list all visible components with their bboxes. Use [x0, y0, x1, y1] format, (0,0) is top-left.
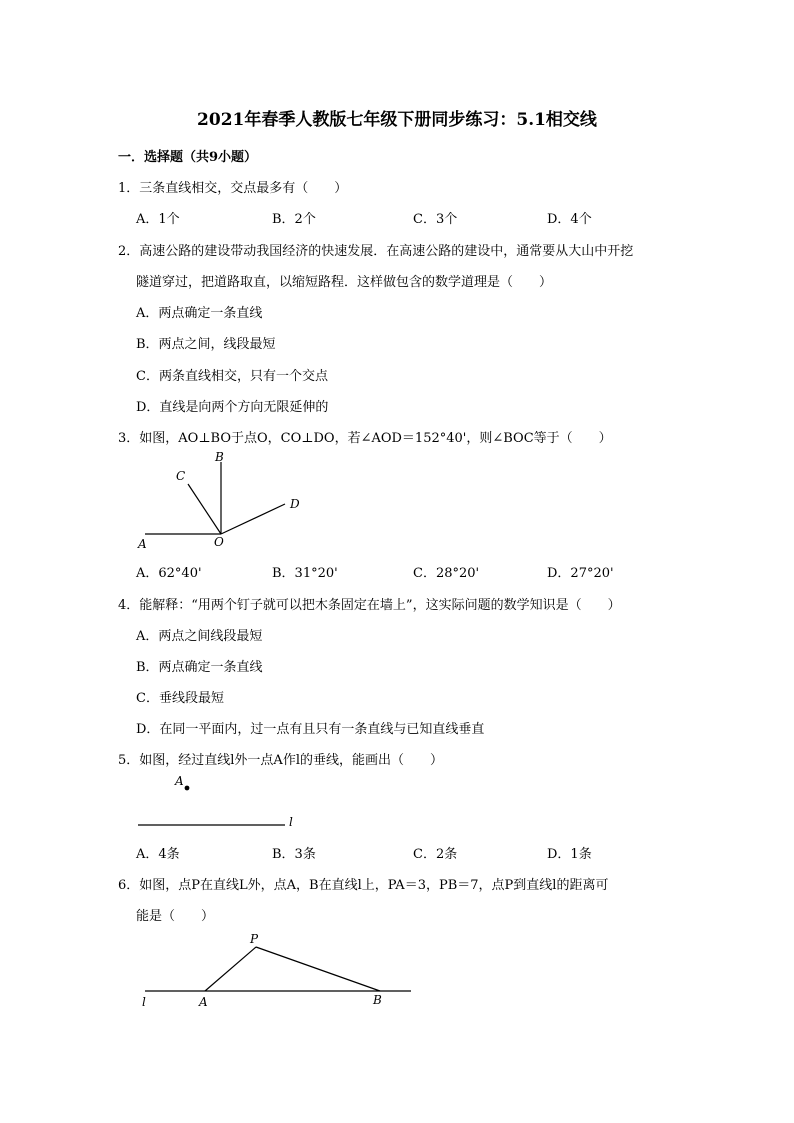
- question-2-stem-line-1: 2．高速公路的建设带动我国经济的快速发展．在高速公路的建设中，通常要从大山中开挖: [118, 244, 634, 259]
- q3-option-d: D．27°20': [547, 566, 614, 581]
- label-l: l: [289, 815, 293, 829]
- q5-option-c: C．2条: [413, 847, 458, 862]
- q3-option-a: A．62°40': [136, 566, 202, 581]
- question-3-stem: 3．如图，AO⊥BO于点O，CO⊥DO，若∠AOD＝152°40'，则∠BOC等于（ ）: [118, 431, 612, 446]
- question-4-stem: 4．能解释：“用两个钉子就可以把木条固定在墙上”，这实际问题的数学知识是（ ）: [118, 598, 621, 613]
- q3-angle-figure: [130, 448, 330, 558]
- question-5-stem: 5．如图，经过直线l外一点A作l的垂线，能画出（ ）: [118, 753, 443, 768]
- label-o: O: [214, 535, 224, 549]
- point-a: [185, 786, 190, 791]
- segment-pb: [256, 947, 380, 991]
- q2-option-b: B．两点之间，线段最短: [136, 337, 276, 352]
- q5-option-a: A．4条: [136, 847, 180, 862]
- q2-option-c: C．两条直线相交，只有一个交点: [136, 369, 328, 384]
- q5-option-d: D．1条: [547, 847, 592, 862]
- label-c: C: [176, 469, 186, 483]
- q6-triangle-figure: [135, 928, 425, 1018]
- section-heading: 一．选择题（共9小题）: [118, 150, 258, 165]
- label-a: A: [175, 774, 184, 788]
- label-b: B: [215, 450, 224, 464]
- label-a: A: [138, 537, 147, 551]
- q1-option-d: D．4个: [547, 212, 592, 227]
- q3-option-b: B．31°20': [272, 566, 338, 581]
- q4-option-c: C．垂线段最短: [136, 691, 224, 706]
- q4-option-a: A．两点之间线段最短: [136, 629, 263, 644]
- ray-oc: [188, 484, 221, 534]
- q5-line-point-figure: [130, 772, 310, 832]
- label-a: A: [199, 995, 208, 1009]
- q1-option-a: A．1个: [136, 212, 180, 227]
- question-2-stem-line-2: 隧道穿过，把道路取直，以缩短路程．这样做包含的数学道理是（ ）: [136, 275, 553, 290]
- q1-option-b: B．2个: [272, 212, 316, 227]
- q4-option-b: B．两点确定一条直线: [136, 660, 263, 675]
- segment-pa: [205, 947, 256, 991]
- page-title: 2021年春季人教版七年级下册同步练习：5.1相交线: [197, 110, 597, 130]
- label-p: P: [250, 932, 259, 946]
- q1-option-c: C．3个: [413, 212, 458, 227]
- question-6-stem-line-1: 6．如图，点P在直线L外，点A，B在直线l上，PA＝3，PB＝7，点P到直线l的距离可: [118, 878, 609, 893]
- ray-od: [221, 504, 285, 534]
- q2-option-d: D．直线是向两个方向无限延伸的: [136, 400, 329, 415]
- question-6-stem-line-2: 能是（ ）: [136, 909, 215, 924]
- question-1-stem: 1．三条直线相交，交点最多有（ ）: [118, 181, 348, 196]
- label-l: l: [142, 995, 146, 1009]
- q5-option-b: B．3条: [272, 847, 316, 862]
- label-d: D: [290, 497, 300, 511]
- q4-option-d: D．在同一平面内，过一点有且只有一条直线与已知直线垂直: [136, 722, 485, 737]
- q3-option-c: C．28°20': [413, 566, 480, 581]
- label-b: B: [373, 993, 382, 1007]
- q2-option-a: A．两点确定一条直线: [136, 306, 263, 321]
